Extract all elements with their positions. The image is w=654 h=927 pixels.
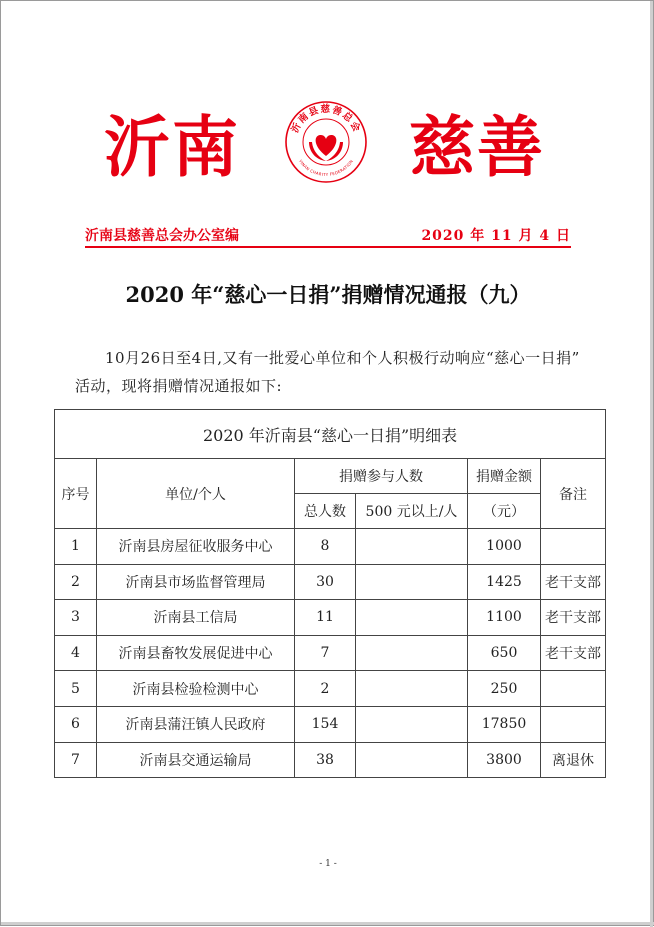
red-divider <box>85 246 571 248</box>
header-seq: 序号 <box>55 459 97 529</box>
row-note: 老干支部 <box>541 564 606 600</box>
logo-ring-text: 沂南县慈善总会 <box>289 104 363 135</box>
masthead-right-title: 慈善 <box>409 108 545 186</box>
row-over500 <box>356 671 468 707</box>
row-seq: 7 <box>55 742 97 778</box>
row-amount: 17850 <box>468 706 541 742</box>
row-unit: 沂南县蒲汪镇人民政府 <box>97 706 295 742</box>
table-row <box>55 742 606 778</box>
table-row <box>55 706 606 742</box>
row-note: 老干支部 <box>541 635 606 671</box>
document-title: 2020 年“慈心一日捐”捐赠情况通报（九） <box>125 282 531 307</box>
row-unit: 沂南县市场监督管理局 <box>97 564 295 600</box>
row-note <box>541 529 606 565</box>
editor-office: 沂南县慈善总会办公室编 <box>85 228 239 244</box>
row-seq: 1 <box>55 529 97 565</box>
row-amount: 1100 <box>468 600 541 636</box>
row-seq: 4 <box>55 635 97 671</box>
row-over500 <box>356 635 468 671</box>
table-row <box>55 671 606 707</box>
row-amount: 3800 <box>468 742 541 778</box>
row-amount: 250 <box>468 671 541 707</box>
intro-paragraph: 10月26日至4日,又有一批爱心单位和个人积极行动响应“慈心一日捐” 活动，现将捐赠情况通报如下: <box>75 349 580 395</box>
table-row <box>55 635 606 671</box>
row-seq: 6 <box>55 706 97 742</box>
row-seq: 3 <box>55 600 97 636</box>
row-seq: 2 <box>55 564 97 600</box>
page-shadow-right <box>650 1 653 927</box>
page-number: - 1 - <box>319 859 337 869</box>
row-unit: 沂南县房屋征收服务中心 <box>97 529 295 565</box>
row-amount: 650 <box>468 635 541 671</box>
issue-date: 2020 年 11 月 4 日 <box>421 228 571 244</box>
table-row <box>55 600 606 636</box>
row-seq: 5 <box>55 671 97 707</box>
charity-logo <box>284 100 368 184</box>
row-unit: 沂南县交通运输局 <box>97 742 295 778</box>
row-unit: 沂南县检验检测中心 <box>97 671 295 707</box>
donation-detail-table <box>54 409 606 778</box>
row-amount: 1000 <box>468 529 541 565</box>
row-over500 <box>356 564 468 600</box>
row-over500 <box>356 600 468 636</box>
row-unit: 沂南县畜牧发展促进中心 <box>97 635 295 671</box>
header-amount: 捐赠金额 <box>468 459 541 494</box>
row-total: 11 <box>295 600 356 636</box>
row-note <box>541 706 606 742</box>
row-note: 离退休 <box>541 742 606 778</box>
header-note: 备注 <box>541 459 606 529</box>
logo-english-text: YINAN CHARITY FEDERATION <box>297 158 355 178</box>
heart-hands-icon <box>309 135 343 161</box>
page-shadow-bottom <box>1 922 654 925</box>
row-total: 154 <box>295 706 356 742</box>
row-total: 30 <box>295 564 356 600</box>
row-note <box>541 671 606 707</box>
row-over500 <box>356 742 468 778</box>
table-row <box>55 564 606 600</box>
header-over500: 500 元以上/人 <box>356 494 468 529</box>
row-note: 老干支部 <box>541 600 606 636</box>
row-amount: 1425 <box>468 564 541 600</box>
masthead <box>1 97 654 207</box>
row-total: 8 <box>295 529 356 565</box>
header-amount-unit: （元） <box>468 494 541 529</box>
row-total: 2 <box>295 671 356 707</box>
header-participants: 捐赠参与人数 <box>295 459 468 494</box>
table-caption: 2020 年沂南县“慈心一日捐”明细表 <box>55 410 606 459</box>
row-over500 <box>356 706 468 742</box>
header-unit: 单位/个人 <box>97 459 295 529</box>
row-unit: 沂南县工信局 <box>97 600 295 636</box>
header-total: 总人数 <box>295 494 356 529</box>
masthead-left-title: 沂南 <box>104 108 240 186</box>
row-total: 7 <box>295 635 356 671</box>
table-row <box>55 529 606 565</box>
row-total: 38 <box>295 742 356 778</box>
row-over500 <box>356 529 468 565</box>
